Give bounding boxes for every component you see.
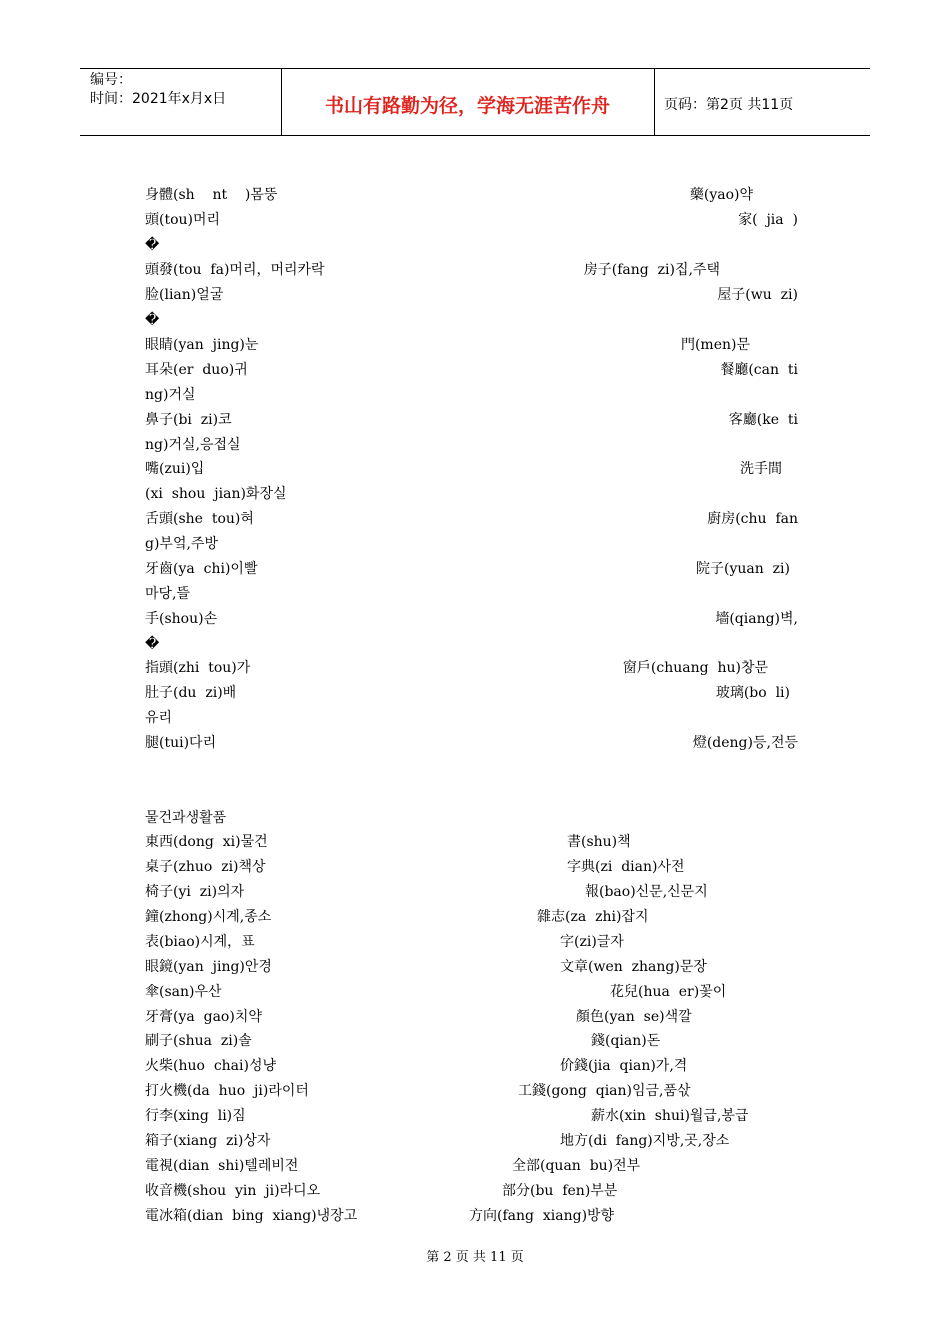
vocab-entry: 電冰箱(dian bing xiang)냉장고 [145,1208,358,1224]
vocab-entry: ng)거실 [145,387,196,403]
vocab-entry: 桌子(zhuo zi)책상 [145,859,266,875]
vocab-entry: 眼睛(yan jing)눈 [145,337,259,353]
vocab-entry: 薪水(xin shui)월급,봉급 [591,1108,749,1124]
vocab-entry: 全部(quan bu)전부 [512,1158,641,1174]
vocab-entry: 鼻子(bi zi)코 [145,412,232,428]
header-divider [654,69,655,135]
page-header [80,68,870,136]
vocab-entry: 報(bao)신문,신문지 [585,884,708,900]
vocab-entry: 房子(fang zi)집,주택 [583,262,720,278]
vocab-entry: 地方(di fang)지방,곳,장소 [560,1133,730,1149]
vocab-entry: 刷子(shua zi)솔 [145,1033,252,1049]
vocab-entry: 行李(xing li)짐 [145,1108,246,1124]
page-footer: 第 2 页 共 11 页 [426,1250,524,1265]
vocab-entry: � [145,636,160,652]
vocab-entry: � [145,237,160,253]
vocab-entry: 文章(wen zhang)문장 [560,959,707,975]
vocab-entry: 嘴(zui)입 [145,461,205,477]
vocab-entry: 手(shou)손 [145,611,218,627]
vocab-entry: ng)거실,응접실 [145,437,241,453]
vocab-entry: 耳朵(er duo)귀 [145,362,248,378]
vocab-entry: 字典(zi dian)사전 [567,859,685,875]
vocab-entry: 肚子(du zi)배 [145,685,237,701]
vocab-entry: 客廳(ke ti [728,412,798,428]
vocab-entry: 玻璃(bo li) [715,685,790,701]
vocab-entry: 窗戶(chuang hu)창문 [622,660,768,676]
date-line: 时间：2021年x月x日 [90,91,227,107]
section-heading: 물건과생활품 [145,810,227,826]
vocab-entry: 花兒(hua er)꽃이 [610,984,727,1000]
page-info: 页码：第2页 共11页 [664,97,794,113]
vocab-entry: 電視(dian shi)텔레비전 [145,1158,299,1174]
vocab-entry: 牙膏(ya gao)치약 [145,1009,262,1025]
vocab-entry: 廚房(chu fan [707,511,798,527]
header-meta [90,71,226,109]
vocab-entry: 打火機(da huo ji)라이터 [145,1083,309,1099]
header-motto: 书山有路勤为径，学海无涯苦作舟 [324,95,610,117]
vocab-entry: 牙齒(ya chi)이빨 [145,561,258,577]
vocab-entry: 部分(bu fen)부분 [502,1183,618,1199]
vocab-entry: 方向(fang xiang)방향 [469,1208,615,1224]
vocab-entry: 錢(qian)돈 [591,1033,661,1049]
vocab-entry: 收音機(shou yin ji)라디오 [145,1183,321,1199]
vocab-entry: 門(men)문 [680,337,750,353]
vocab-entry: 腿(tui)다리 [145,735,217,751]
vocab-entry: 雜志(za zhi)잡지 [537,909,649,925]
vocab-entry: 餐廳(can ti [720,362,798,378]
vocab-entry: � [145,312,160,328]
vocab-entry: 舌頭(she tou)혀 [145,511,254,527]
vocab-entry: 字(zi)글자 [560,934,624,950]
vocab-entry: 藥(yao)약 [689,187,753,203]
vocab-entry: 箱子(xiang zi)상자 [145,1133,271,1149]
vocab-entry: g)부엌,주방 [145,536,218,552]
vocab-entry: 頭(tou)머리 [145,212,221,228]
vocab-entry: (xi shou jian)화장실 [145,486,287,502]
vocab-entry: 洗手間 [740,461,782,477]
number-label: 编号： [90,72,132,88]
vocab-entry: 眼鏡(yan jing)안경 [145,959,272,975]
vocab-entry: 家( jia ) [738,212,798,228]
vocab-entry: 工錢(gong qian)임금,품삯 [518,1083,691,1099]
vocab-entry: 椅子(yi zi)의자 [145,884,245,900]
vocab-entry: 유리 [145,710,173,726]
vocab-entry: 价錢(jia qian)가,격 [560,1058,688,1074]
vocab-entry: 脸(lian)얼굴 [145,287,224,303]
vocab-entry: 마당,뜰 [145,586,191,602]
vocab-entry: 屋子(wu zi) [717,287,798,303]
vocab-entry: 頭發(tou fa)머리，머리카락 [145,262,325,278]
vocab-entry: 燈(deng)등,전등 [692,735,798,751]
vocab-entry: 鐘(zhong)시계,종소 [145,909,272,925]
vocab-entry: 東西(dong xi)물건 [145,834,268,850]
vocab-entry: 書(shu)책 [567,834,631,850]
vocab-entry: 身體(sh nt )몸뚱 [145,187,278,203]
vocab-entry: 墻(qiang)벽, [715,611,798,627]
vocab-entry: 顏色(yan se)색깔 [576,1009,692,1025]
vocab-entry: 火柴(huo chai)성냥 [145,1058,277,1074]
vocab-entry: 院子(yuan zi) [696,561,790,577]
vocab-entry: 指頭(zhi tou)가 [145,660,251,676]
vocab-entry: 傘(san)우산 [145,984,222,1000]
vocab-entry: 表(biao)시계，표 [145,934,255,950]
